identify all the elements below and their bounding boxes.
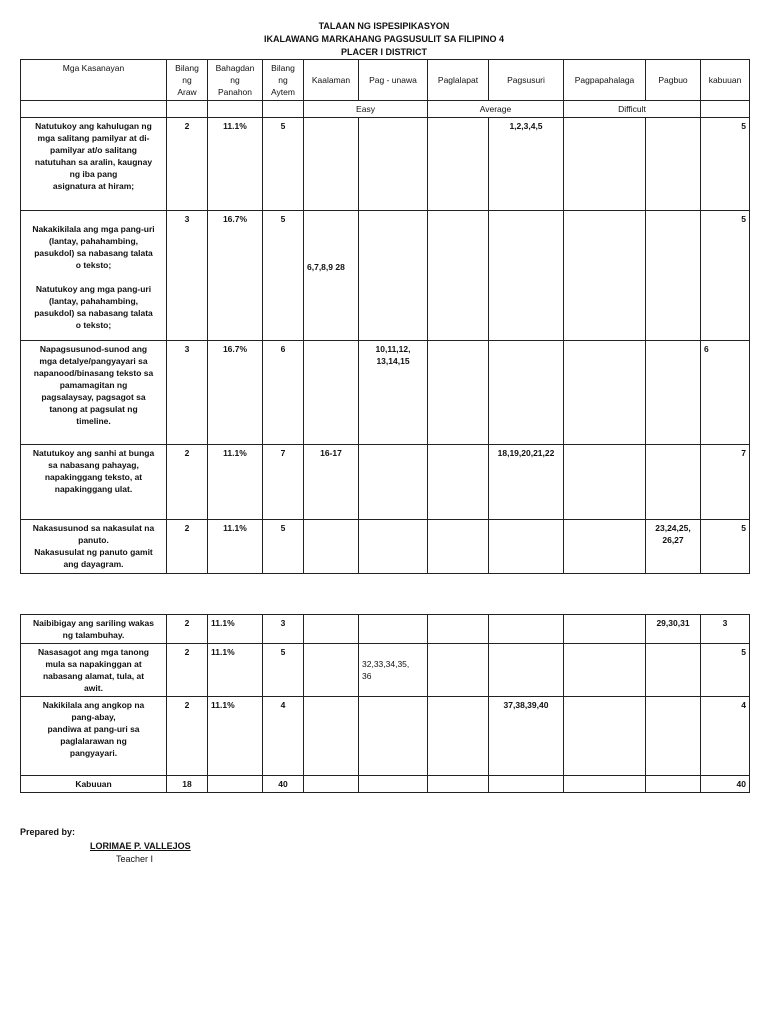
col-araw: Bilang ng Araw (167, 60, 208, 101)
table-row (21, 644, 750, 697)
panahon-cell: 11.1% (208, 697, 263, 776)
kabuuan-cell: 4 (701, 697, 750, 776)
kaalaman-cell (304, 341, 359, 445)
kaalaman-cell: 16-17 (304, 445, 359, 520)
pagsusuri-cell: 18,19,20,21,22 (489, 445, 564, 520)
competency-cell: Natutukoy ang sanhi at bunga sa nabasang pahayag, napakinggang teksto, at napakinggang ulat. (21, 445, 167, 520)
kabuuan-cell: 5 (701, 520, 750, 574)
aytem-cell: 5 (263, 520, 304, 574)
aytem-cell: 3 (263, 615, 304, 644)
pagbuo-cell (646, 211, 701, 341)
kaalaman-cell (304, 520, 359, 574)
pagunawa-cell: 32,33,34,35, 36 (359, 644, 428, 697)
pagsusuri-cell: 1,2,3,4,5 (489, 118, 564, 211)
col-pagpapahalaga: Pagpapahalaga (564, 60, 646, 101)
pagunawa-cell (359, 211, 428, 341)
kabuuan-cell: 5 (701, 118, 750, 211)
panahon-cell: 11.1% (208, 445, 263, 520)
competency-cell: Naibibigay ang sariling wakas ng talambuhay. (21, 615, 167, 644)
pagbuo-cell (646, 118, 701, 211)
araw-cell: 2 (167, 697, 208, 776)
total-row (21, 776, 750, 793)
paglalapat-cell (428, 211, 489, 341)
kaalaman-cell (304, 118, 359, 211)
panahon-cell: 11.1% (208, 615, 263, 644)
panahon-cell: 11.1% (208, 644, 263, 697)
pagunawa-cell (359, 445, 428, 520)
araw-cell: 2 (167, 520, 208, 574)
pagbuo-cell: 23,24,25, 26,27 (646, 520, 701, 574)
col-panahon: Bahagdan ng Panahon (208, 60, 263, 101)
panahon-cell: 16.7% (208, 341, 263, 445)
table-row (21, 445, 750, 520)
pagsusuri-cell (489, 211, 564, 341)
competency-cell: Nasasagot ang mga tanong mula sa napakinggan at nabasang alamat, tula, at awit. (21, 644, 167, 697)
aytem-cell: 5 (263, 644, 304, 697)
araw-cell: 2 (167, 644, 208, 697)
panahon-cell: 16.7% (208, 211, 263, 341)
competency-cell: Napagsusunod-sunod ang mga detalye/pangyayari sa napanood/binasang teksto sa pamamagitan ng pagsalaysay, pagsagot sa tanong at pagsulat ng timeline. (21, 341, 167, 445)
competency-cell: Nakasusunod sa nakasulat na panuto. Nakasusulat ng panuto gamit ang dayagram. (21, 520, 167, 574)
kabuuan-cell: 6 (701, 341, 750, 445)
pagsusuri-cell (489, 341, 564, 445)
signer-position: Teacher I (116, 854, 154, 864)
difficulty-row (21, 101, 750, 118)
paglalapat-cell (428, 520, 489, 574)
paglalapat-cell (428, 341, 489, 445)
column-header-row (21, 60, 750, 101)
araw-cell: 2 (167, 445, 208, 520)
header-district: PLACER I DISTRICT (340, 47, 427, 57)
panahon-cell: 11.1% (208, 118, 263, 211)
competency-cell: Nakakikilala ang mga pang-uri (lantay, pahahambing, pasukdol) sa nabasang talata o teksto; Natutukoy ang mga pang-uri (lantay, pahahambing, pasukdol) sa nabasang talata o teksto; (21, 211, 167, 341)
total-kabuuan: 40 (701, 776, 750, 793)
prepared-by-label: Prepared by: (20, 827, 76, 837)
aytem-cell: 4 (263, 697, 304, 776)
specification-table (20, 59, 750, 574)
kabuuan-cell: 5 (701, 211, 750, 341)
araw-cell: 3 (167, 341, 208, 445)
aytem-cell: 5 (263, 211, 304, 341)
competency-cell: Nakikilala ang angkop na pang-abay, pandiwa at pang-uri sa paglalarawan ng pangyayari. (21, 697, 167, 776)
pagbuo-cell (646, 341, 701, 445)
pagsusuri-cell: 37,38,39,40 (489, 697, 564, 776)
paglalapat-cell (428, 445, 489, 520)
pagunawa-cell: 10,11,12, 13,14,15 (359, 341, 428, 445)
col-aytem: Bilang ng Aytem (263, 60, 304, 101)
araw-cell: 3 (167, 211, 208, 341)
pagsusuri-cell (489, 520, 564, 574)
pagpapahalaga-cell (564, 211, 646, 341)
pagbuo-cell (646, 445, 701, 520)
pagpapahalaga-cell (564, 520, 646, 574)
table-row (21, 615, 750, 644)
table-row (21, 697, 750, 776)
level-average: Average (428, 101, 564, 118)
total-araw: 18 (167, 776, 208, 793)
level-difficult: Difficult (564, 101, 701, 118)
level-easy: Easy (304, 101, 428, 118)
col-kaalaman: Kaalaman (304, 60, 359, 101)
araw-cell: 2 (167, 118, 208, 211)
document-header (0, 20, 768, 59)
panahon-cell: 11.1% (208, 520, 263, 574)
header-title: TALAAN NG ISPESIPIKASYON (318, 21, 450, 31)
pagpapahalaga-cell (564, 341, 646, 445)
col-kasanayan: Mga Kasanayan (21, 60, 167, 101)
aytem-cell: 6 (263, 341, 304, 445)
table-row (21, 118, 750, 211)
kabuuan-cell: 3 (701, 615, 750, 644)
col-pagunawa: Pag - unawa (359, 60, 428, 101)
header-subtitle: IKALAWANG MARKAHANG PAGSUSULIT SA FILIPINO 4 (263, 34, 504, 44)
pagunawa-cell (359, 118, 428, 211)
col-kabuuan: kabuuan (701, 60, 750, 101)
table-row (21, 341, 750, 445)
pagpapahalaga-cell (564, 118, 646, 211)
col-pagbuo: Pagbuo (646, 60, 701, 101)
kabuuan-cell: 5 (701, 644, 750, 697)
total-aytem: 40 (263, 776, 304, 793)
table-row (21, 211, 750, 341)
araw-cell: 2 (167, 615, 208, 644)
pagpapahalaga-cell (564, 445, 646, 520)
pagunawa-cell (359, 520, 428, 574)
total-label: Kabuuan (21, 776, 167, 793)
signer-name: LORIMAE P. VALLEJOS (90, 841, 191, 851)
kabuuan-cell: 7 (701, 445, 750, 520)
aytem-cell: 7 (263, 445, 304, 520)
pagbuo-cell: 29,30,31 (646, 615, 701, 644)
paglalapat-cell (428, 118, 489, 211)
competency-cell: Natutukoy ang kahulugan ng mga salitang pamilyar at di- pamilyar at/o salitang natutuhan sa aralin, kaugnay ng iba pang asignatura at hiram; (21, 118, 167, 211)
specification-table-continued (20, 614, 750, 793)
col-paglalapat: Paglalapat (428, 60, 489, 101)
col-pagsusuri: Pagsusuri (489, 60, 564, 101)
kaalaman-cell: 6,7,8,9 28 (304, 211, 359, 341)
aytem-cell: 5 (263, 118, 304, 211)
table-row (21, 520, 750, 574)
